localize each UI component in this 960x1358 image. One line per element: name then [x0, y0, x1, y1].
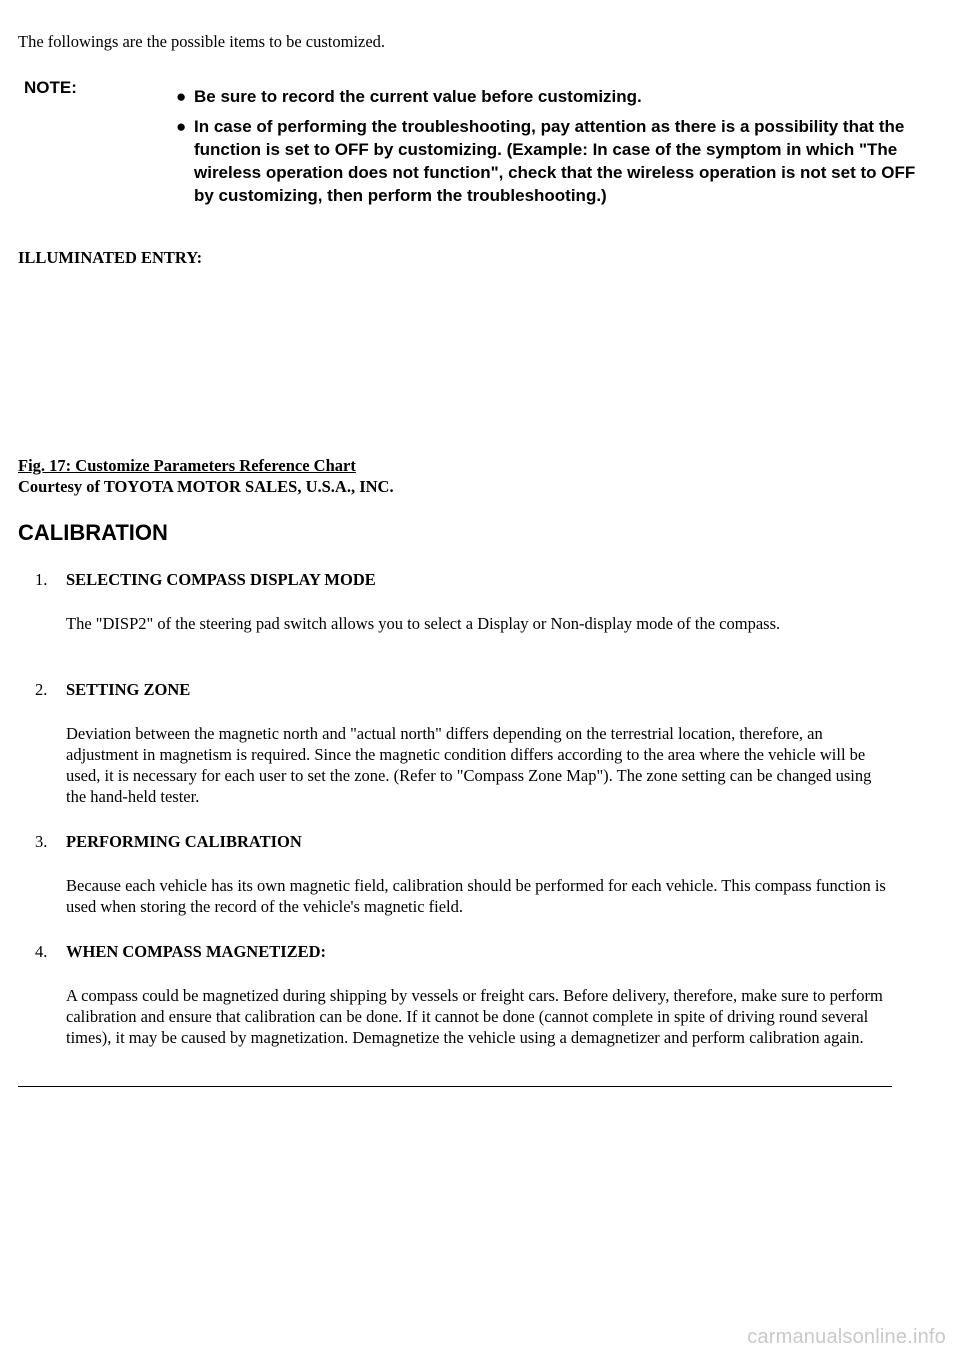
horizontal-rule	[18, 1086, 892, 1087]
step-number: 3.	[35, 832, 48, 851]
step-title: SETTING ZONE	[66, 680, 191, 699]
bullet-icon: ●	[176, 117, 187, 136]
note-item	[176, 115, 916, 207]
note-item	[176, 85, 916, 108]
step-body: A compass could be magnetized during shipping by vessels or freight cars. Before delivery, therefore, make sure to perform calibration and ensure that calibration can be done. If it cannot be done (cannot complete in spite of driving round several times), it may be caused by magnetization. Demagnetize the vehicle using a demagnetizer and perform calibration again.	[66, 986, 883, 1047]
step-title: WHEN COMPASS MAGNETIZED:	[66, 942, 327, 961]
section-title: CALIBRATION	[18, 520, 168, 545]
figure-caption-link[interactable]: Fig. 17: Customize Parameters Reference Chart	[18, 456, 356, 475]
figure-courtesy: Courtesy of TOYOTA MOTOR SALES, U.S.A., INC.	[18, 477, 394, 496]
step-number: 1.	[35, 570, 48, 589]
intro-text: The followings are the possible items to be customized.	[18, 32, 386, 51]
step-body: Because each vehicle has its own magnetic field, calibration should be performed for each vehicle. This compass function is used when storing the record of the vehicle's magnetic field.	[66, 876, 886, 916]
note-list	[176, 85, 916, 214]
step-body: Deviation between the magnetic north and "actual north" differs depending on the terrestrial location, therefore, an adjustment in magnetism is required. Since the magnetic condition differs according to the area where the vehicle will be used, it is necessary for each user to set the zone. (Refer to "Compass Zone Map"). The zone setting can be changed using the hand-held tester.	[66, 724, 872, 806]
note-item-text: Be sure to record the current value before customizing.	[194, 87, 642, 106]
note-item-text: In case of performing the troubleshooting, pay attention as there is a possibility that the function is set to OFF by customizing. (Example: In case of the symptom in which "The wireless operation does not function", check that the wireless operation is not set to OFF by customizing, then perform the troubleshooting.)	[194, 117, 916, 205]
step-number: 4.	[35, 942, 48, 961]
step-title: SELECTING COMPASS DISPLAY MODE	[66, 570, 376, 589]
note-label: NOTE:	[24, 78, 77, 97]
bullet-icon: ●	[176, 87, 187, 106]
watermark: carmanualsonline.info	[747, 1326, 946, 1348]
step-title: PERFORMING CALIBRATION	[66, 832, 302, 851]
step-body: The "DISP2" of the steering pad switch allows you to select a Display or Non-display mode of the compass.	[66, 614, 781, 633]
illuminated-entry-heading: ILLUMINATED ENTRY:	[18, 248, 203, 267]
step-number: 2.	[35, 680, 48, 699]
